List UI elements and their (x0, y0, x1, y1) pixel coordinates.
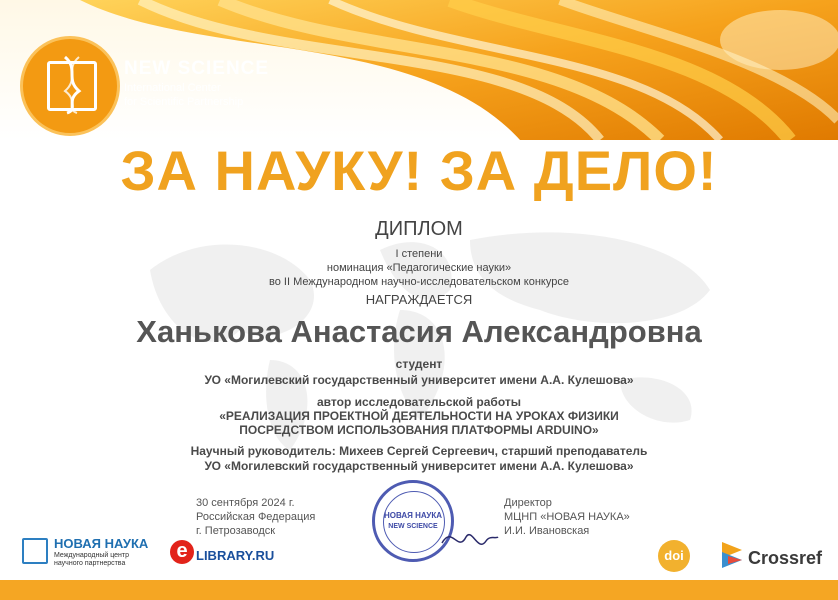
recipient-name: Ханькова Анастасия Александровна (136, 314, 702, 349)
issue-country: Российская Федерация (196, 511, 316, 523)
diploma-title: ДИПЛОМ (375, 218, 463, 240)
doi-logo: doi (658, 540, 690, 572)
crossref-icon (720, 540, 746, 570)
elibrary-text: LIBRARY.RU (196, 548, 275, 563)
nn-logo-sub-1: Международный центр (54, 552, 130, 559)
work-title-line-1: «РЕАЛИЗАЦИЯ ПРОЕКТНОЙ ДЕЯТЕЛЬНОСТИ НА УРОКАХ ФИЗИКИ (219, 409, 619, 423)
stamp-text-2: NEW SCIENCE (388, 523, 438, 530)
work-title-line-2: ПОСРЕДСТВОМ ИСПОЛЬЗОВАНИЯ ПЛАТФОРМЫ ARDUINO» (239, 423, 599, 437)
new-science-logo (20, 36, 120, 136)
footer-bar (0, 580, 838, 600)
nomination: номинация «Педагогические науки» (326, 262, 512, 274)
recipient-institution: УО «Могилевский государственный университет имени А.А. Кулешова» (204, 373, 634, 387)
work-label: автор исследовательской работы (317, 395, 521, 409)
motto: ЗА НАУКУ! ЗА ДЕЛО! (120, 139, 718, 202)
nn-logo-title: НОВАЯ НАУКА (54, 536, 149, 551)
dna-icon (61, 55, 83, 115)
recipient-status: студент (395, 357, 443, 371)
awarded-label: НАГРАЖДАЕТСЯ (365, 292, 473, 307)
director-name: И.И. Ивановская (504, 525, 590, 537)
issue-date: 30 сентября 2024 г. (196, 497, 295, 509)
supervisor: Научный руководитель: Михеев Сергей Сергеевич, старший преподаватель (190, 444, 648, 458)
brand-subtitle-1: International Center (124, 82, 221, 94)
signature (440, 523, 500, 563)
brand-subtitle-2: for Scientific Partnership (124, 96, 244, 108)
supervisor-institution: УО «Могилевский государственный университет имени А.А. Кулешова» (204, 459, 634, 473)
crossref-logo (720, 540, 823, 575)
nn-logo-sub-2: научного партнерства (54, 560, 126, 567)
elibrary-e-icon: e (170, 540, 194, 564)
degree: I степени (395, 248, 443, 260)
crossref-text: Crossref (748, 548, 823, 568)
issue-info (196, 496, 315, 538)
brand-title: NEW SCIENCE (124, 58, 270, 79)
nn-logo-icon (22, 538, 48, 564)
stamp-text-1: НОВАЯ НАУКА (383, 511, 442, 520)
header-banner (0, 0, 838, 140)
director-info (504, 496, 630, 538)
director-org: МЦНП «НОВАЯ НАУКА» (504, 511, 630, 523)
contest: во II Международном научно-исследовательском конкурсе (269, 276, 569, 288)
issue-city: г. Петрозаводск (196, 525, 276, 537)
brand-text (124, 58, 269, 108)
director-label: Директор (504, 497, 552, 509)
